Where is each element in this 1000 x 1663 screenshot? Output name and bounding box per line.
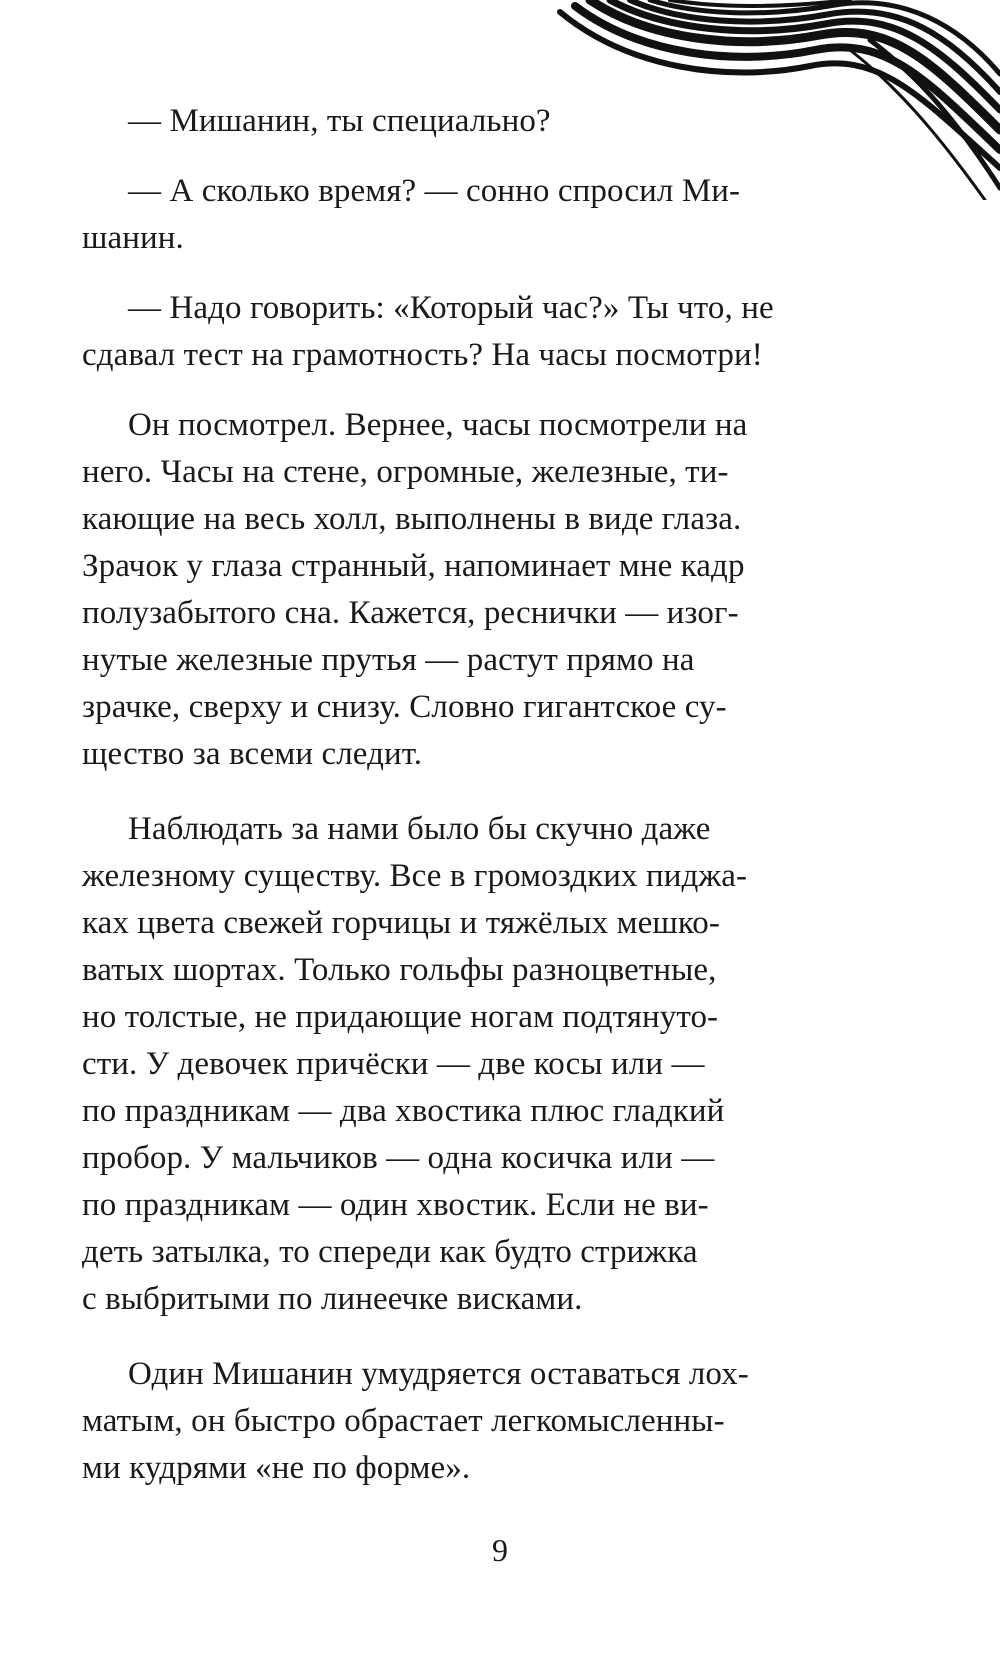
paragraph: Один Мишанин умудряется оставаться лох- матым, он быстро обрастает легкомысленны- ми кудрями «не по форме». (82, 1356, 749, 1486)
paragraph: — Надо говорить: «Который час?» Ты что, не сдавал тест на грамотность? На часы посмотри! (82, 290, 774, 373)
paragraph: Он посмотрел. Вернее, часы посмотрели на него. Часы на стене, огромные, железные, ти- кающие на весь холл, выполнены в виде глаза. Зрачок у глаза странный, напоминает мне кадр полузабытого сна. Кажется, реснички — изог- нутые железные прутья — растут прямо на зрачке, сверху и снизу. Словно гигантское су- щество за всеми следит. (82, 407, 748, 772)
paragraph: — А сколько время? — сонно спросил Ми- шанин. (82, 173, 741, 256)
paragraph: Наблюдать за нами было бы скучно даже железному существу. Все в громоздких пиджа- ках цвета свежей горчицы и тяжёлых мешко- ватых шортах. Только гольфы разноцветные, но толстые, не придающие ногам подтянуто- сти. У девочек причёски — две косы или — по праздникам — два хвостика плюс гладкий пробор. У мальчиков — одна косичка или — по праздникам — один хвостик. Если не ви- деть затылка, то спереди как будто стрижка с выбритыми по линеечке висками. (82, 811, 748, 1317)
paragraph: — Мишанин, ты специально? (128, 103, 551, 139)
page-number: 9 (492, 1532, 508, 1568)
body-text (82, 98, 872, 1492)
